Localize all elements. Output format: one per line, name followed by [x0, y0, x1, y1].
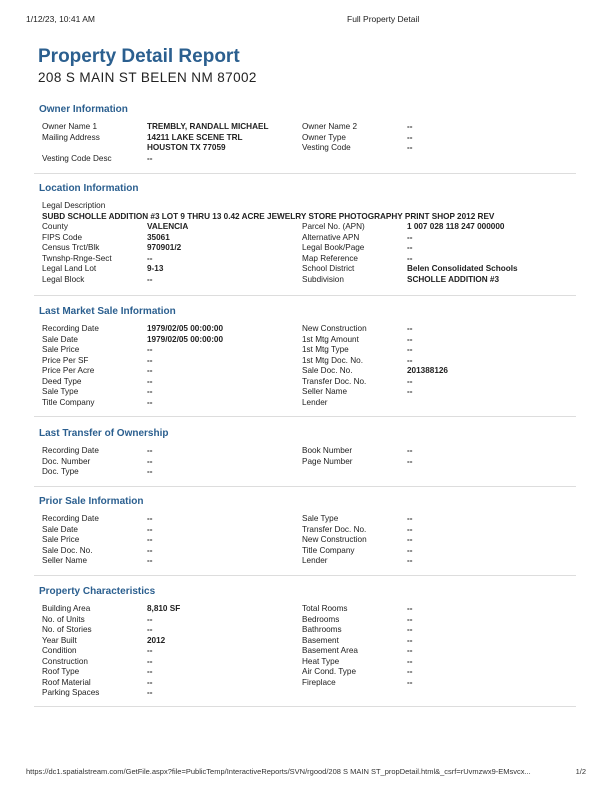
section-heading: Owner Information [39, 104, 128, 115]
field-value: -- [407, 614, 413, 624]
field-label: Total Rooms [302, 604, 348, 613]
field-value: -- [407, 132, 413, 142]
field-value: -- [407, 635, 413, 645]
field-value: -- [147, 153, 153, 163]
field-value: -- [147, 397, 153, 407]
legal-description-value: SUBD SCHOLLE ADDITION #3 LOT 9 THRU 13 0.42 ACRE JEWELRY STORE PHOTOGRAPHY PRINT SHOP 2012 REV [42, 211, 495, 221]
field-label: New Construction [302, 324, 367, 333]
field-label: School District [302, 264, 355, 273]
table-row [42, 143, 576, 154]
field-value: -- [407, 324, 413, 333]
market-grid [42, 324, 576, 408]
field-label: Legal Land Lot [42, 264, 97, 273]
field-label: Sale Price [42, 535, 80, 544]
field-label: Alternative APN [302, 232, 360, 242]
field-label: Sale Type [302, 514, 339, 523]
field-label: Fireplace [302, 677, 336, 687]
table-row [42, 398, 576, 409]
field-value: -- [147, 387, 153, 396]
field-label: Year Built [42, 635, 77, 645]
field-value: -- [147, 677, 153, 687]
field-label: Price Per SF [42, 355, 89, 365]
field-label: Roof Type [42, 667, 80, 676]
field-label: 1st Mtg Amount [302, 334, 359, 344]
section-heading: Location Information [39, 183, 139, 194]
table-row [42, 615, 576, 626]
page-number: 1/2 [575, 767, 586, 776]
field-value: 14211 LAKE SCENE TRL [147, 132, 243, 142]
table-row [42, 604, 576, 615]
table-row [42, 535, 576, 546]
field-value: -- [147, 646, 153, 655]
field-label: Parking Spaces [42, 688, 100, 697]
field-value: 1 007 028 118 247 000000 [407, 222, 505, 231]
field-label: Heat Type [302, 656, 340, 666]
report-header [38, 46, 578, 87]
field-label: Seller Name [302, 387, 348, 396]
field-value: 9-13 [147, 264, 164, 273]
table-row [42, 275, 576, 286]
field-value: -- [147, 667, 153, 676]
field-value: VALENCIA [147, 222, 189, 231]
field-value: -- [147, 656, 153, 666]
field-value: Belen Consolidated Schools [407, 264, 518, 273]
field-value: SCHOLLE ADDITION #3 [407, 274, 500, 284]
field-label: Lender [302, 556, 328, 565]
field-label: Owner Name 2 [302, 122, 358, 131]
field-label: Transfer Doc. No. [302, 376, 367, 386]
field-label: County [42, 222, 68, 231]
field-label: Subdivision [302, 274, 344, 284]
field-label: Recording Date [42, 514, 99, 523]
field-value: 1979/02/05 00:00:00 [147, 334, 224, 344]
prior-sale-section [34, 495, 576, 576]
field-value: -- [147, 467, 153, 476]
field-value: -- [147, 524, 153, 534]
field-value: -- [147, 556, 153, 565]
field-value: -- [147, 688, 153, 697]
field-value: -- [407, 545, 413, 555]
field-label: Seller Name [42, 556, 88, 565]
table-row [42, 201, 576, 212]
field-value: -- [407, 376, 413, 386]
property-characteristics-section [34, 585, 576, 707]
field-label: Sale Doc. No. [42, 545, 93, 555]
field-label: Mailing Address [42, 132, 100, 142]
field-value: -- [407, 646, 413, 655]
field-label: New Construction [302, 535, 367, 544]
field-label: Legal Book/Page [302, 243, 365, 252]
page-title: Property Detail Report [38, 46, 240, 67]
field-value: -- [147, 535, 153, 544]
table-row [42, 254, 576, 265]
property-address: 208 S MAIN ST BELEN NM 87002 [38, 70, 257, 85]
table-row [42, 546, 576, 557]
field-value: -- [407, 604, 413, 613]
field-value: -- [147, 625, 153, 634]
table-row [42, 356, 576, 367]
field-label: Twnshp-Rnge-Sect [42, 253, 112, 263]
field-label: Vesting Code Desc [42, 153, 112, 163]
field-label: Doc. Number [42, 456, 91, 466]
table-row [42, 688, 576, 699]
field-value: -- [147, 366, 153, 375]
field-value: -- [407, 667, 413, 676]
table-row [42, 264, 576, 275]
location-grid [42, 201, 576, 285]
table-row [42, 657, 576, 668]
field-value: -- [407, 232, 413, 242]
table-row [42, 335, 576, 346]
field-label: Map Reference [302, 253, 358, 263]
table-row [42, 525, 576, 536]
table-row [42, 324, 576, 335]
field-label: Sale Date [42, 334, 78, 344]
field-label: Building Area [42, 604, 91, 613]
field-label: Census Trct/Blk [42, 243, 100, 252]
field-value: -- [407, 243, 413, 252]
field-value: -- [407, 556, 413, 565]
field-value: -- [407, 514, 413, 523]
table-row [42, 457, 576, 468]
field-value: -- [407, 677, 413, 687]
field-value: 1979/02/05 00:00:00 [147, 324, 224, 333]
table-row [42, 233, 576, 244]
field-value: TREMBLY, RANDALL MICHAEL [147, 122, 269, 131]
section-heading: Last Market Sale Information [39, 306, 176, 317]
section-heading: Prior Sale Information [39, 496, 144, 507]
field-label: Deed Type [42, 376, 82, 386]
section-heading: Property Characteristics [39, 586, 156, 597]
print-date: 1/12/23, 10:41 AM [26, 14, 95, 24]
field-value: 8,810 SF [147, 604, 181, 613]
table-row [42, 122, 576, 133]
location-information-section [34, 182, 576, 296]
field-value: -- [147, 345, 153, 354]
field-label: Sale Type [42, 387, 79, 396]
field-label: Owner Type [302, 132, 346, 142]
table-row [42, 446, 576, 457]
field-value: -- [147, 456, 153, 466]
field-value: -- [407, 334, 413, 344]
field-label: 1st Mtg Type [302, 345, 349, 354]
field-value: 201388126 [407, 366, 448, 375]
field-label: Legal Description [42, 201, 106, 210]
print-title: Full Property Detail [347, 14, 420, 24]
field-label: Roof Material [42, 677, 91, 687]
field-value: -- [407, 387, 413, 396]
field-label: Transfer Doc. No. [302, 524, 367, 534]
field-label: Doc. Type [42, 467, 79, 476]
field-label: Condition [42, 646, 77, 655]
owner-information-section [34, 103, 576, 174]
table-row [42, 243, 576, 254]
field-value: -- [407, 253, 413, 263]
section-heading: Last Transfer of Ownership [39, 428, 169, 439]
table-row [42, 387, 576, 398]
table-row [42, 667, 576, 678]
prior-grid [42, 514, 576, 567]
table-row [42, 154, 576, 165]
field-value: -- [147, 514, 153, 523]
table-row [42, 467, 576, 478]
print-header [26, 14, 586, 26]
field-label: Sale Price [42, 345, 80, 354]
table-row [42, 556, 576, 567]
field-value: -- [147, 274, 153, 284]
field-label: Parcel No. (APN) [302, 222, 365, 231]
characteristics-grid [42, 604, 576, 699]
field-value: 970901/2 [147, 243, 182, 252]
field-label: Vesting Code [302, 143, 351, 152]
field-label: 1st Mtg Doc. No. [302, 355, 363, 365]
field-label: Sale Date [42, 524, 78, 534]
field-label: Legal Block [42, 274, 85, 284]
field-value: HOUSTON TX 77059 [147, 143, 226, 152]
field-label: Price Per Acre [42, 366, 95, 375]
table-row [42, 377, 576, 388]
print-footer [26, 767, 586, 779]
field-label: Recording Date [42, 324, 99, 333]
table-row [42, 212, 576, 223]
last-market-sale-section [34, 305, 576, 417]
table-row [42, 345, 576, 356]
field-value: -- [407, 355, 413, 365]
table-row [42, 636, 576, 647]
field-value: -- [147, 355, 153, 365]
field-label: Basement Area [302, 646, 358, 655]
field-value: -- [147, 446, 153, 455]
field-value: -- [407, 524, 413, 534]
field-label: Construction [42, 656, 88, 666]
field-label: No. of Units [42, 614, 85, 624]
field-label: Sale Doc. No. [302, 366, 353, 375]
field-value: -- [407, 345, 413, 354]
field-label: No. of Stories [42, 625, 92, 634]
field-value: -- [407, 143, 413, 152]
field-label: Lender [302, 397, 328, 407]
transfer-grid [42, 446, 576, 478]
table-row [42, 222, 576, 233]
field-value: -- [147, 253, 153, 263]
table-row [42, 514, 576, 525]
field-label: Owner Name 1 [42, 122, 98, 131]
owner-grid [42, 122, 576, 164]
field-label: Book Number [302, 446, 353, 455]
field-label: FIPS Code [42, 232, 83, 242]
field-value: -- [407, 456, 413, 466]
field-label: Page Number [302, 456, 353, 466]
field-value: -- [147, 614, 153, 624]
table-row [42, 646, 576, 657]
table-row [42, 133, 576, 144]
field-label: Air Cond. Type [302, 667, 357, 676]
field-value: -- [407, 625, 413, 634]
table-row [42, 366, 576, 377]
field-value: -- [407, 656, 413, 666]
field-value: 2012 [147, 635, 166, 645]
field-value: -- [407, 122, 413, 131]
field-value: -- [407, 446, 413, 455]
field-value: -- [147, 545, 153, 555]
field-label: Bedrooms [302, 614, 340, 624]
field-label: Title Company [302, 545, 355, 555]
field-label: Bathrooms [302, 625, 342, 634]
field-label: Title Company [42, 397, 95, 407]
table-row [42, 678, 576, 689]
field-label: Recording Date [42, 446, 99, 455]
field-value: -- [147, 376, 153, 386]
print-url: https://dc1.spatialstream.com/GetFile.aspx?file=PublicTemp/InteractiveReports/SVN/rgood/208 S MAIN ST_propDetail.html&_csrf=rUvmzwx9-EMsvcx... [26, 767, 531, 776]
field-value: 35061 [147, 232, 170, 242]
table-row [42, 625, 576, 636]
field-value: -- [407, 535, 413, 544]
last-transfer-section [34, 427, 576, 487]
field-label: Basement [302, 635, 339, 645]
